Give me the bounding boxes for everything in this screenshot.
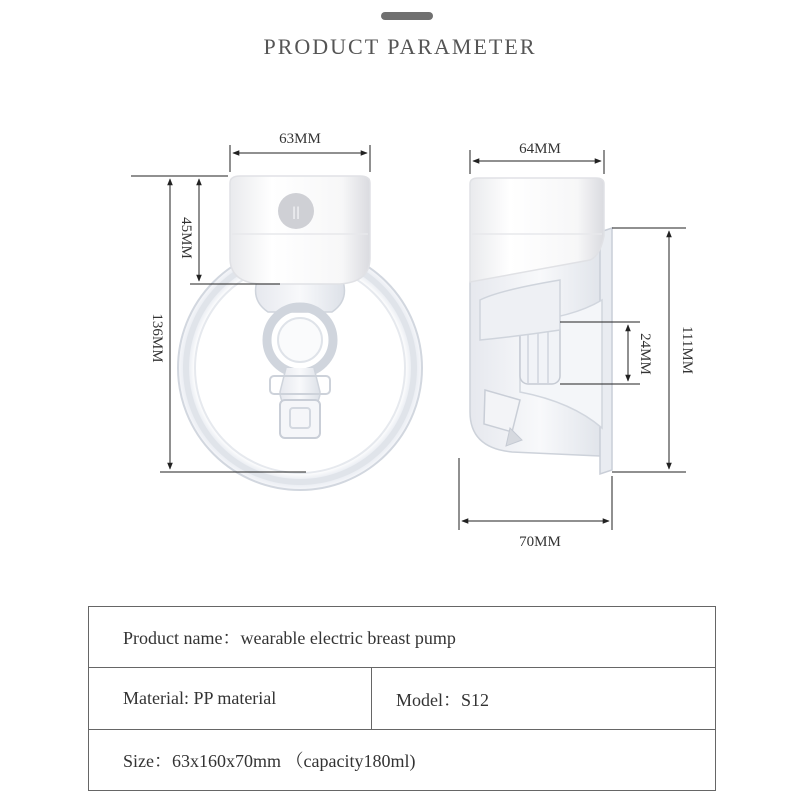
- front-width-label: 63MM: [279, 131, 321, 147]
- spec-row-product-name: [89, 607, 716, 668]
- front-height-label: 136MM: [149, 313, 165, 363]
- motor-height-label: 45MM: [178, 217, 194, 259]
- spec-row-material-model: [89, 668, 716, 730]
- svg-text:||: ||: [291, 205, 301, 219]
- product-name-cell: Product name：wearable electric breast pump: [89, 607, 716, 668]
- side-width-label: 64MM: [519, 141, 561, 157]
- page-title: PRODUCT PARAMETER: [263, 34, 537, 59]
- material-cell: Material: PP material: [89, 668, 372, 730]
- side-height-label: 111MM: [679, 325, 695, 375]
- side-view-pump: [470, 178, 612, 474]
- size-cell: Size：63x160x70mm （capacity180ml): [89, 730, 716, 791]
- spec-row-size: [89, 730, 716, 791]
- model-cell: Model：S12: [372, 668, 716, 730]
- nozzle-diameter-label: 24MM: [637, 333, 653, 375]
- side-depth-label: 70MM: [519, 534, 561, 550]
- spec-table: [88, 606, 716, 791]
- front-view-pump: [178, 176, 422, 490]
